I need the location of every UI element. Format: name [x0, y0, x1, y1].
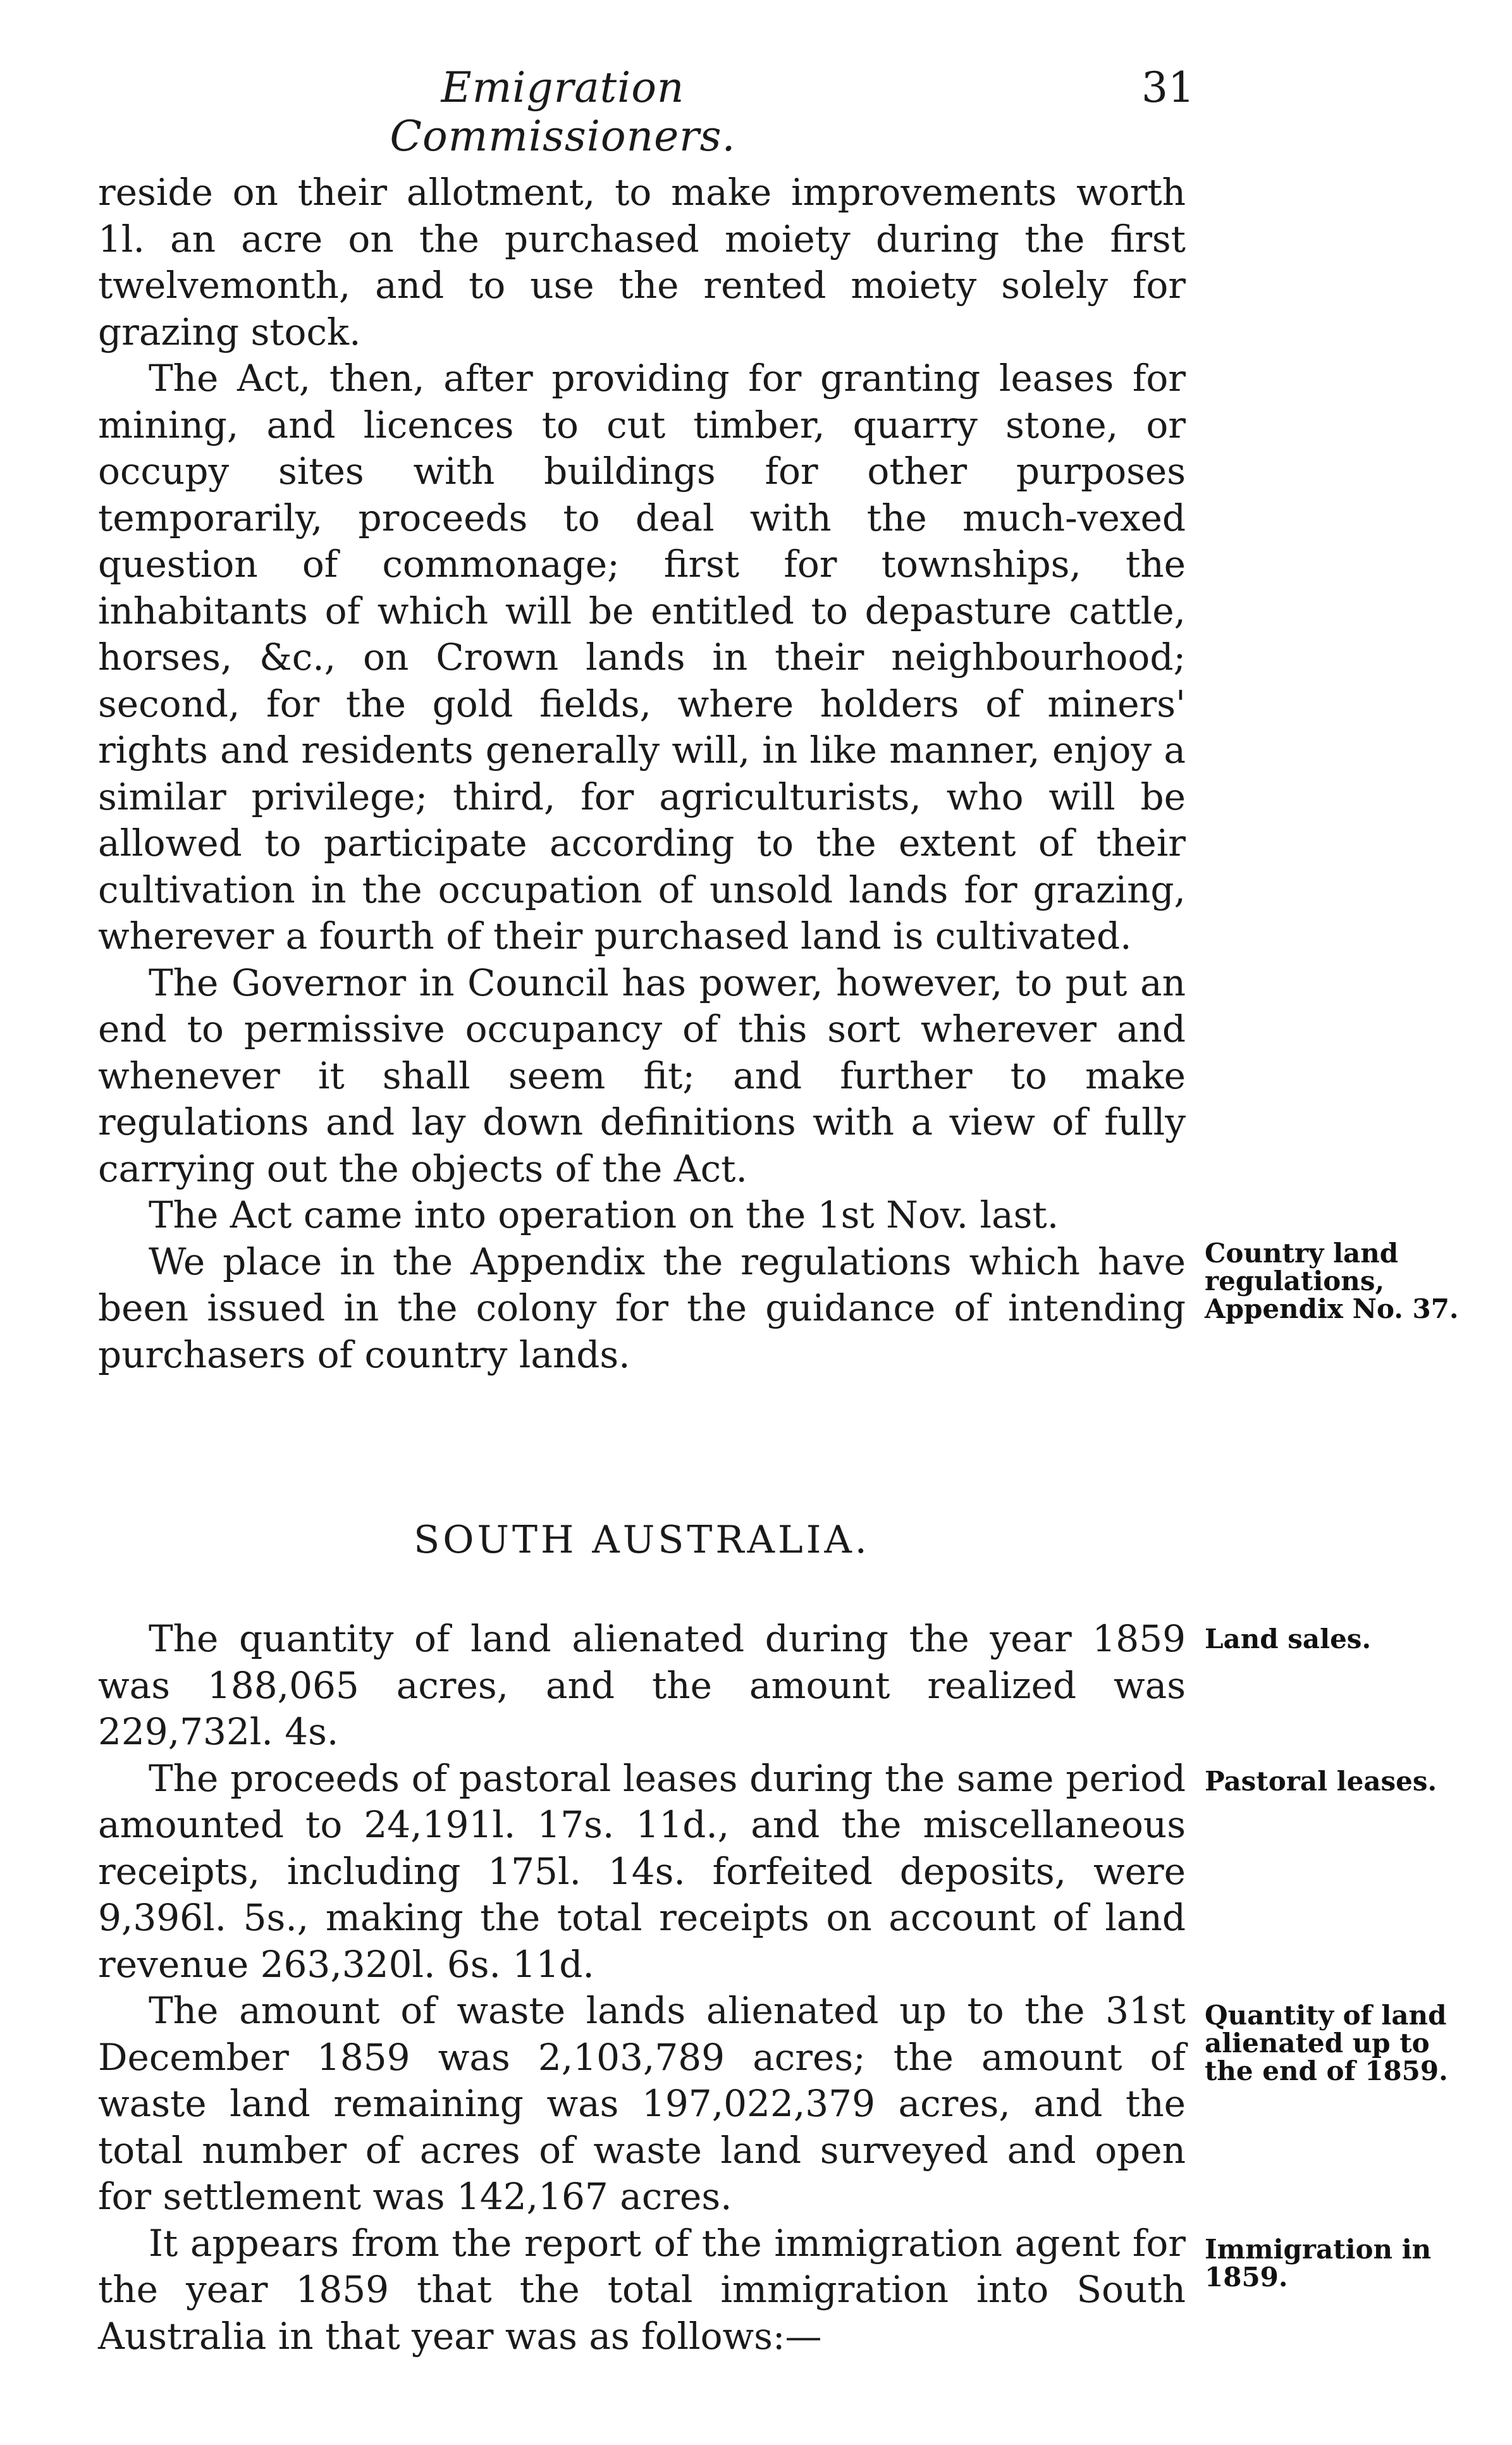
paragraph-immigration: It appears from the report of the immigration agent for the year 1859 that the total immigration into South Australia in that year was as follows:— — [98, 2221, 1186, 2358]
page-number: 31 — [1141, 63, 1195, 112]
paragraph-governor: The Governor in Council has power, however, to put an end to permissive occupancy of this sort wherever and whenever it shall seem fit; and further to make regulations and lay down definitions with a view of fully carrying out the objects of the Act. — [98, 961, 1186, 1190]
paragraph-land-sales: The quantity of land alienated during the year 1859 was 188,065 acres, and the amount realized was 229,732l. 4s. — [98, 1617, 1186, 1753]
paragraph-allotment: reside on their allotment, to make improvements worth 1l. an acre on the purchased moiety during the first twelvemonth, and to use the rented moiety solely for grazing stock. — [98, 171, 1186, 354]
paragraph-act-operation: The Act came into operation on the 1st Nov. last. — [149, 1193, 1059, 1236]
paragraph-act-leases: The Act, then, after providing for granting leases for mining, and licences to cut timber, quarry stone, or occupy sites with buildings for other purposes temporarily, proceeds to deal with the much-vexed question of commonage; first for townships, the inhabitants of which will be entitled to depasture cattle, horses, &c., on Crown lands in their neighbourhood; second, for the gold fields, where holders of miners' rights and residents generally will, in like manner, enjoy a similar privilege; third, for agriculturists, who will be allowed to participate according to the extent of their cultivation in the occupation of unsold lands for grazing, wherever a fourth of their purchased land is cultivated. — [98, 357, 1186, 958]
section-heading: SOUTH AUSTRALIA. — [414, 1518, 870, 1562]
margin-note-country-land: Country land regulations, Appendix No. 37. — [1205, 1238, 1459, 1324]
paragraph-pastoral-leases: The proceeds of pastoral leases during the same period amounted to 24,191l. 17s. 11d., and the miscellaneous receipts, including 175l. 14s. forfeited deposits, were 9,396l. 5s., making the total receipts on account of land revenue 263,320l. 6s. 11d. — [98, 1756, 1186, 1986]
running-header: Emigration Commissioners. — [390, 63, 736, 161]
margin-note-quantity: Quantity of land alienated up to the end of 1859. — [1205, 2000, 1448, 2086]
body-text-lower — [98, 1616, 1186, 2360]
margin-note-pastoral-leases: Pastoral leases. — [1205, 1766, 1437, 1797]
margin-note-land-sales: Land sales. — [1205, 1623, 1372, 1654]
body-text-upper — [98, 169, 1186, 1378]
paragraph-appendix: We place in the Appendix the regulations which have been issued in the colony for the guidance of intending purchasers of country lands. — [98, 1240, 1186, 1376]
paragraph-waste-lands: The amount of waste lands alienated up to the 31st December 1859 was 2,103,789 acres; the amount of waste land remaining was 197,022,379 acres, and the total number of acres of waste land surveyed and open for settlement was 142,167 acres. — [98, 1989, 1186, 2218]
margin-note-immigration: Immigration in 1859. — [1205, 2234, 1432, 2293]
